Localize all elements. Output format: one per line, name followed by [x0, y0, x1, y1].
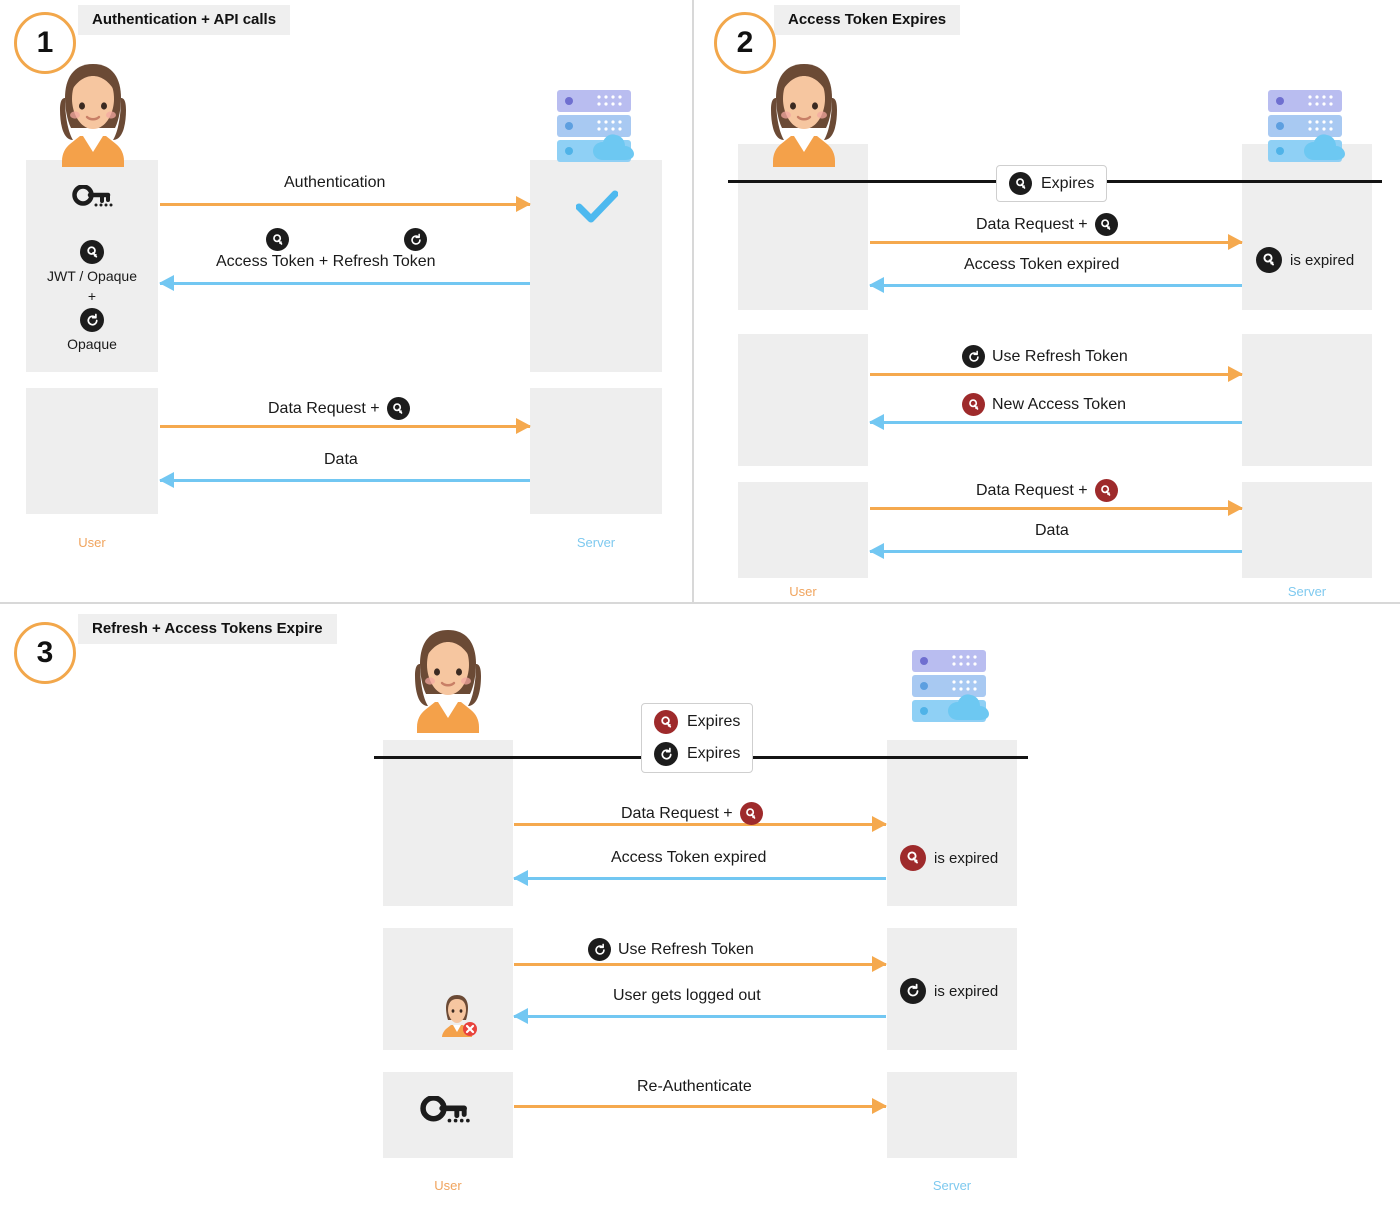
- message-arrow-reauthenticate: [514, 1105, 886, 1108]
- user-lifeline-3: [738, 482, 868, 578]
- message-label-token-expired: Access Token expired: [611, 849, 767, 866]
- server-lifeline-2: [1242, 334, 1372, 466]
- blue-checkmark-icon: [576, 190, 618, 229]
- key-big-dark-icon: [420, 1096, 474, 1133]
- message-label-tokens: Access Token + Refresh Token: [216, 253, 436, 270]
- expire-row: [1009, 172, 1094, 195]
- user-logged-out-icon: [437, 993, 479, 1042]
- expire-row: [654, 742, 740, 766]
- message-arrow-auth: [160, 203, 530, 206]
- message-text: Data Request +: [268, 399, 380, 417]
- expire-label: Expires: [687, 745, 741, 762]
- access-token-key-red-icon: [740, 802, 763, 825]
- user-lane-label: User: [434, 1178, 462, 1193]
- user-lane-label: User: [789, 584, 817, 599]
- user-avatar: [758, 62, 850, 172]
- server-lane-label: Server: [932, 1178, 972, 1193]
- message-text: Data Request +: [976, 215, 1088, 233]
- message-label-data-request: [268, 397, 410, 420]
- message-text: Use Refresh Token: [618, 940, 754, 958]
- message-text: Data Request +: [621, 804, 733, 822]
- access-token-key-dark-icon: [1009, 172, 1032, 195]
- access-token-key-red-icon: [1095, 479, 1118, 502]
- message-label-use-refresh: [962, 345, 1128, 368]
- user-lifeline-2: [738, 334, 868, 466]
- panel-divider-vertical: [692, 0, 694, 604]
- server-icon: [908, 648, 994, 733]
- expire-label: Expires: [687, 713, 741, 730]
- step-badge-2: 2: [714, 12, 776, 74]
- refresh-token-dark-icon: [404, 228, 427, 251]
- server-lane-label: Server: [576, 535, 616, 550]
- access-token-key-dark-icon: [80, 240, 104, 264]
- message-arrow-data-2: [870, 550, 1242, 553]
- server-note-access-expired: [900, 845, 998, 871]
- panel-divider-horizontal: [0, 602, 1400, 604]
- message-label-logged-out: User gets logged out: [613, 987, 761, 1004]
- message-label-use-refresh: [588, 938, 754, 961]
- key-big-dark-icon: [72, 185, 116, 216]
- user-lane-label: User: [78, 535, 106, 550]
- message-text: Use Refresh Token: [992, 347, 1128, 365]
- server-note-access-expired: [1256, 247, 1354, 273]
- server-note-label: is expired: [934, 982, 999, 1000]
- server-lifeline-3: [1242, 482, 1372, 578]
- panel-title-3: Refresh + Access Tokens Expire: [78, 614, 337, 644]
- message-arrow-data-request-2: [870, 507, 1242, 510]
- step-badge-1: 1: [14, 12, 76, 74]
- step-badge-3: 3: [14, 622, 76, 684]
- message-label-data-2: Data: [1035, 522, 1069, 539]
- message-arrow-data-request: [160, 425, 530, 428]
- user-avatar: [47, 62, 139, 172]
- message-arrow-token-expired: [870, 284, 1242, 287]
- message-arrow-token-expired: [514, 877, 886, 880]
- server-lifeline-3: [887, 1072, 1017, 1158]
- panel-title-1: Authentication + API calls: [78, 5, 290, 35]
- access-token-key-red-icon: [654, 710, 678, 734]
- message-arrow-tokens: [160, 282, 530, 285]
- expire-row: [654, 710, 740, 734]
- message-arrow-use-refresh: [870, 373, 1242, 376]
- message-arrow-logged-out: [514, 1015, 886, 1018]
- expire-callout: [641, 703, 753, 773]
- token-type-line-3: Opaque: [67, 336, 117, 352]
- user-token-types: [28, 240, 156, 352]
- access-token-key-dark-icon: [266, 228, 289, 251]
- server-icon: [1264, 88, 1350, 173]
- message-arrow-new-access-token: [870, 421, 1242, 424]
- user-lifeline-bottom: [26, 388, 158, 514]
- server-lane-label: Server: [1287, 584, 1327, 599]
- message-arrow-use-refresh: [514, 963, 886, 966]
- message-arrow-data-request-1: [870, 241, 1242, 244]
- access-token-key-dark-icon: [1095, 213, 1118, 236]
- refresh-token-dark-icon: [962, 345, 985, 368]
- user-avatar: [402, 628, 494, 738]
- message-label-new-access-token: [962, 393, 1126, 416]
- access-token-key-dark-icon: [387, 397, 410, 420]
- access-token-key-red-icon: [962, 393, 985, 416]
- refresh-token-dark-icon: [900, 978, 926, 1004]
- server-icon: [553, 88, 639, 173]
- token-type-plus: +: [87, 288, 97, 304]
- server-note-refresh-expired: [900, 978, 998, 1004]
- message-label-reauthenticate: Re-Authenticate: [637, 1078, 752, 1095]
- server-note-label: is expired: [934, 849, 999, 867]
- message-label-data-request-1: [621, 802, 763, 825]
- message-label-auth: Authentication: [284, 174, 386, 191]
- server-note-label: is expired: [1290, 251, 1355, 269]
- expire-label: Expires: [1041, 174, 1095, 192]
- message-label-token-expired: Access Token expired: [964, 256, 1120, 273]
- message-label-data-request-1: [976, 213, 1118, 236]
- server-lifeline-1: [887, 740, 1017, 906]
- message-text: Data Request +: [976, 481, 1088, 499]
- access-token-key-dark-icon: [1256, 247, 1282, 273]
- expire-callout: [996, 165, 1107, 202]
- message-text: New Access Token: [992, 395, 1126, 413]
- refresh-token-dark-icon: [588, 938, 611, 961]
- access-token-key-red-icon: [900, 845, 926, 871]
- panel-title-2: Access Token Expires: [774, 5, 960, 35]
- message-arrow-data: [160, 479, 530, 482]
- message-label-data: Data: [324, 451, 358, 468]
- refresh-token-dark-icon: [654, 742, 678, 766]
- token-type-line-1: JWT / Opaque: [46, 268, 137, 284]
- message-label-data-request-2: [976, 479, 1118, 502]
- server-lifeline-bottom: [530, 388, 662, 514]
- refresh-token-dark-icon: [80, 308, 104, 332]
- user-lifeline-1: [383, 740, 513, 906]
